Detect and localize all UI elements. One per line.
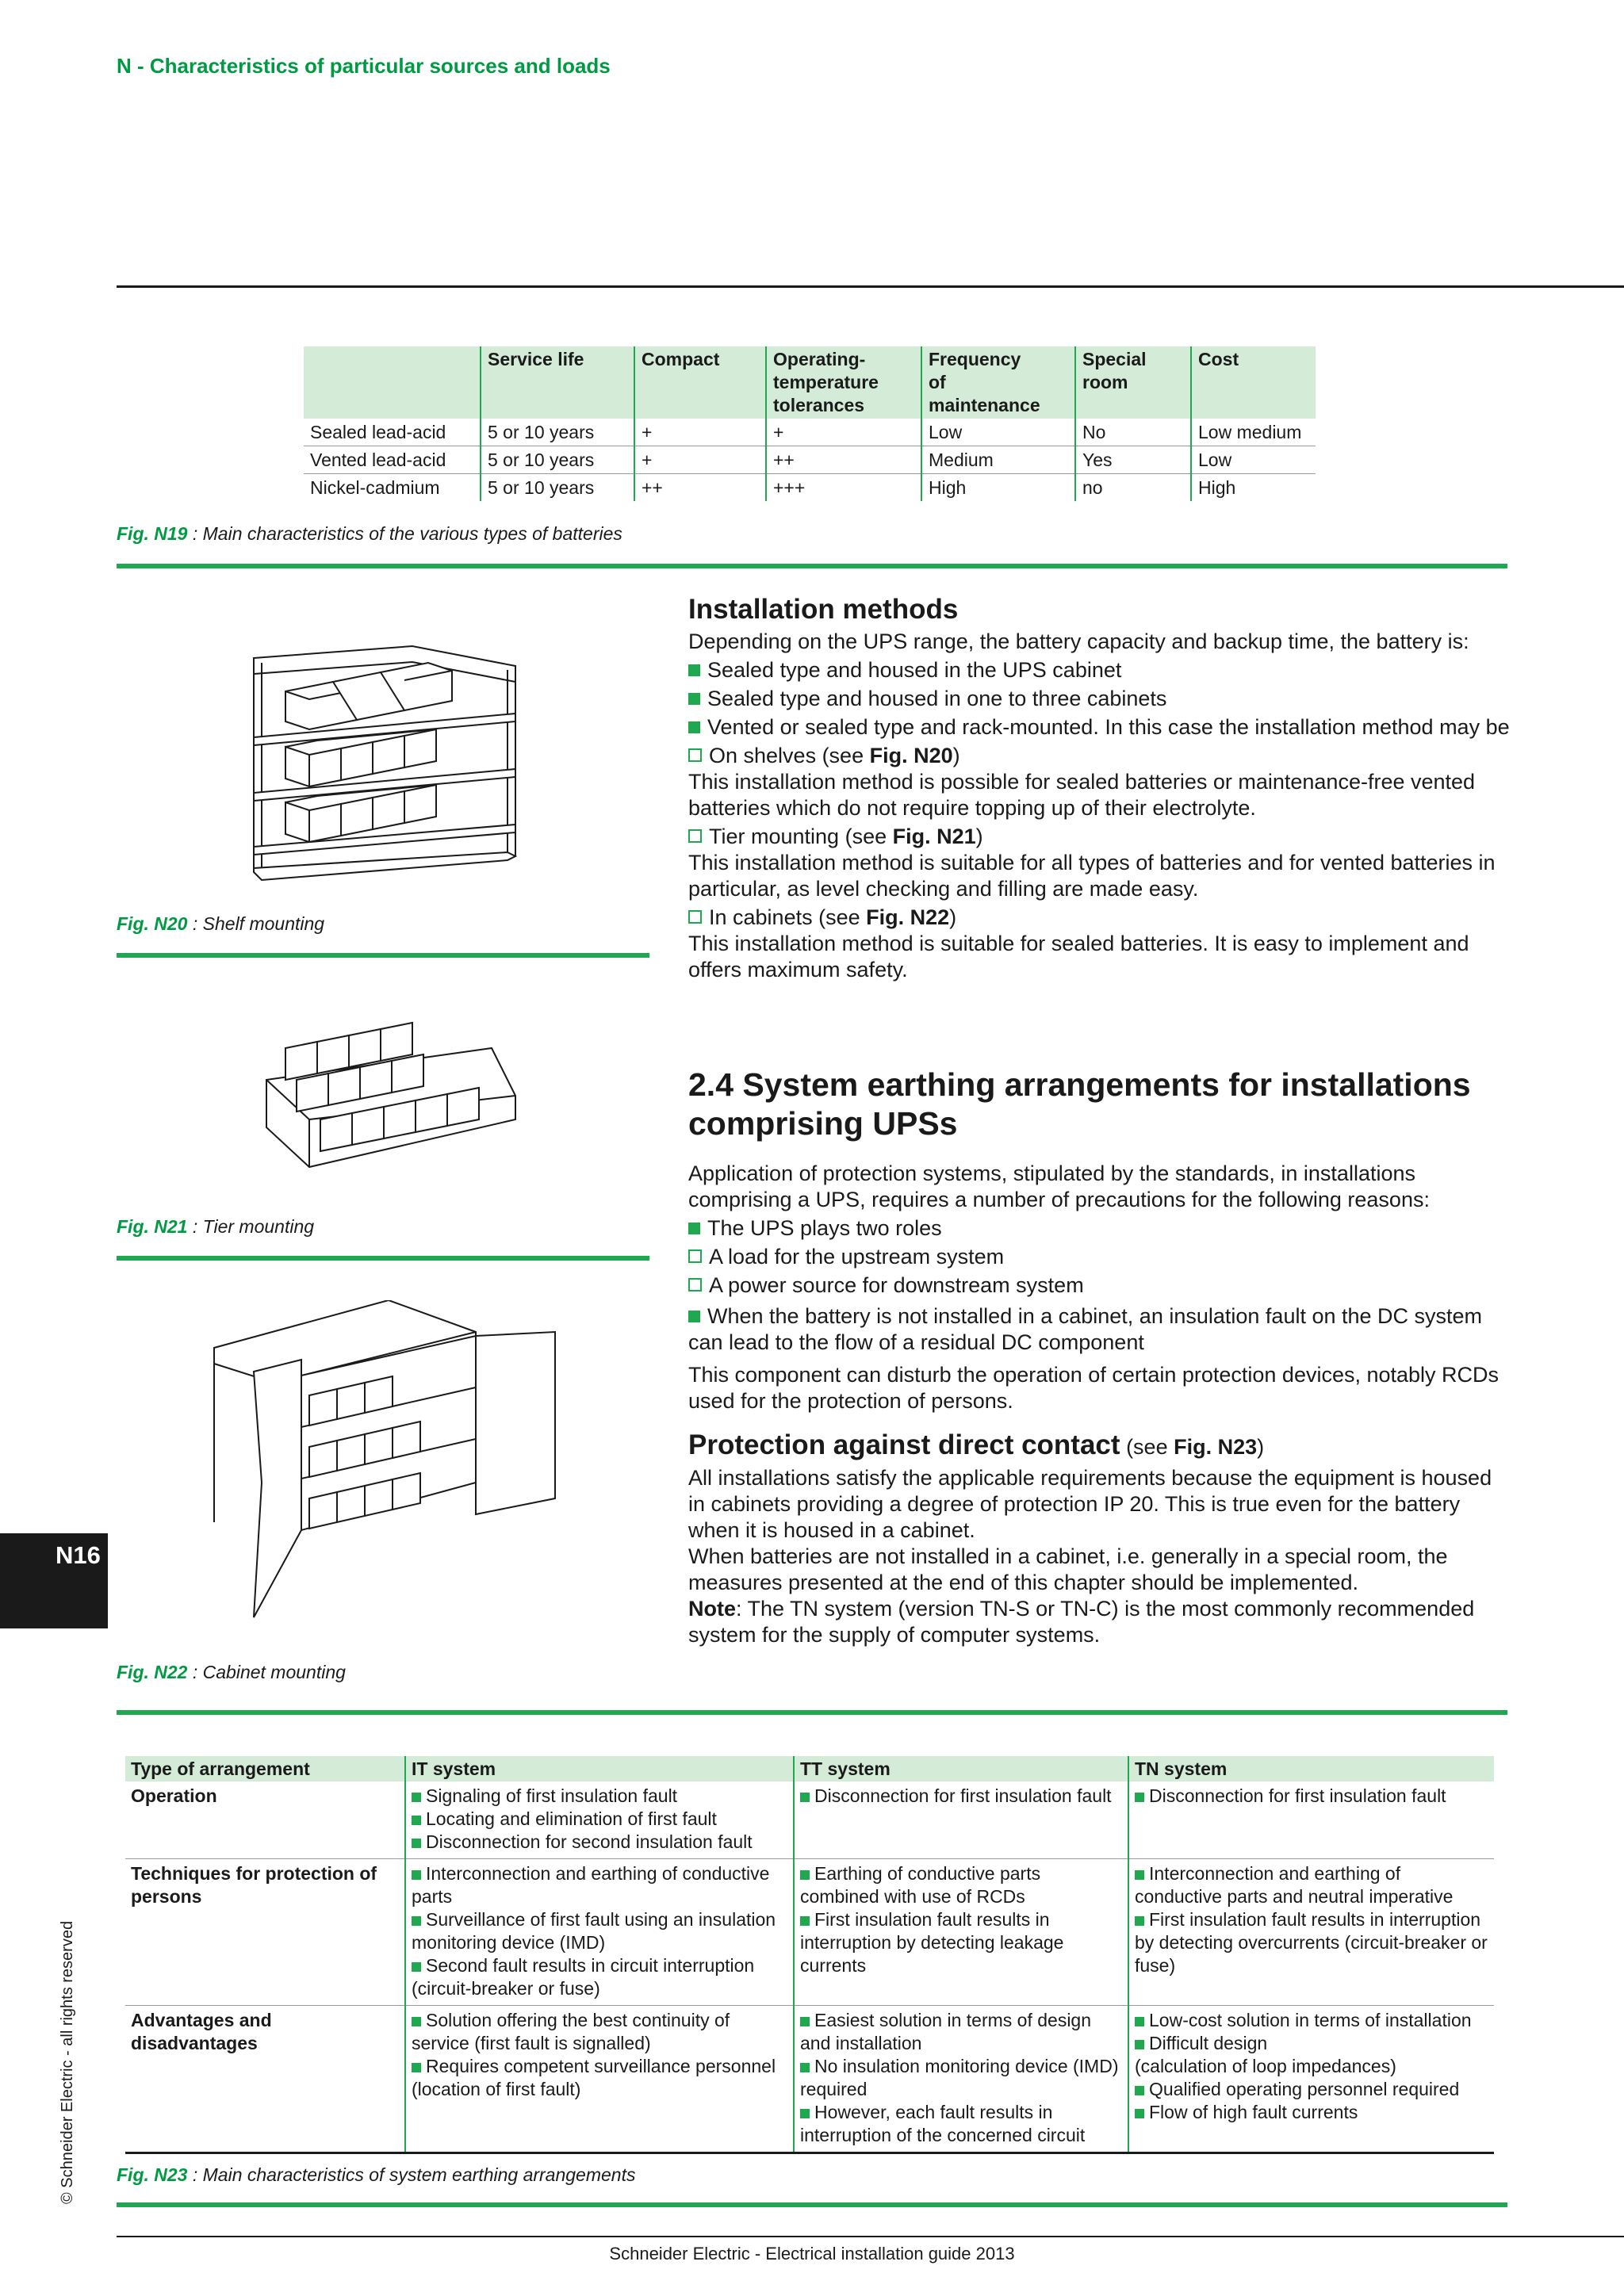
- bullet-hollow-square-icon: [688, 829, 702, 843]
- bullet-square-icon: [1135, 2109, 1144, 2118]
- table-cell: Yes: [1075, 446, 1191, 474]
- paragraph: This installation method is suitable for sealed batteries. It is easy to implement and offers maximum safety.: [688, 932, 1469, 982]
- table-cell: 5 or 10 years: [481, 419, 634, 446]
- table-cell: [794, 1859, 1128, 2006]
- table-cell: [1128, 2006, 1494, 2153]
- bullet-square-icon: [800, 1870, 810, 1880]
- protection-heading: Protection against direct contact (see Fig. N23): [688, 1429, 1265, 1460]
- table-cell: ++: [766, 446, 921, 474]
- bullet-square-icon: [1135, 1793, 1144, 1802]
- bullet-square-icon: [800, 2017, 810, 2026]
- bullet-square-icon: [1135, 2086, 1144, 2095]
- table-cell: +: [634, 446, 766, 474]
- table-row: [125, 2006, 1494, 2153]
- table-header-cell: Cost: [1191, 346, 1316, 419]
- installation-intro: Depending on the UPS range, the battery capacity and backup time, the battery is:: [688, 629, 1469, 653]
- bullet-square-icon: [688, 693, 700, 705]
- section-2-4: [688, 1066, 1513, 1648]
- list-item: Disconnection for first insulation fault: [1135, 1785, 1488, 1808]
- bullet-square-icon: [412, 1962, 421, 1972]
- list-item: Interconnection and earthing of conductive parts and neutral imperative: [1135, 1863, 1454, 1907]
- bullet-square-icon: [800, 2063, 810, 2072]
- table-row: [125, 1859, 1494, 2006]
- table-header-cell: TN system: [1128, 1756, 1494, 1781]
- table-header-cell: Special room: [1075, 346, 1191, 419]
- section-divider: [117, 1256, 649, 1261]
- table-cell: [794, 1781, 1128, 1859]
- list-item: When the battery is not installed in a cabinet, an insulation fault on the DC system can lead to the flow of a residual DC component: [688, 1304, 1483, 1354]
- table-header-cell: Compact: [634, 346, 766, 419]
- earthing-arrangements-table: [125, 1756, 1494, 2154]
- list-item: Low-cost solution in terms of installation: [1135, 2009, 1488, 2032]
- figure-caption-n23: Fig. N23 : Main characteristics of system earthing arrangements: [117, 2164, 636, 2185]
- bullet-hollow-square-icon: [688, 1278, 702, 1292]
- list-item: In cabinets (see Fig. N22): [688, 905, 1513, 931]
- section-2-4-heading: 2.4 System earthing arrangements for installations comprising UPSs: [688, 1066, 1471, 1142]
- list-item: On shelves (see Fig. N20): [688, 743, 1513, 769]
- header-rule: [117, 285, 1624, 288]
- table-cell: Sealed lead-acid: [304, 419, 481, 446]
- bullet-square-icon: [412, 2063, 421, 2072]
- list-item: Sealed type and housed in one to three cabinets: [688, 686, 1513, 712]
- table-header-cell: TT system: [794, 1756, 1128, 1781]
- list-item: Solution offering the best continuity of service (first fault is signalled): [412, 2010, 730, 2053]
- installation-methods-section: [688, 596, 1513, 983]
- list-item: Flow of high fault currents: [1135, 2101, 1488, 2124]
- table-header-row: [125, 1756, 1494, 1781]
- list-item: A load for the upstream system: [688, 1244, 1513, 1270]
- table-cell: High: [1191, 474, 1316, 502]
- bullet-square-icon: [688, 721, 700, 733]
- section-header: N - Characteristics of particular sources and loads: [117, 54, 611, 78]
- table-cell: 5 or 10 years: [481, 446, 634, 474]
- list-item: Requires competent surveillance personnel (location of first fault): [412, 2056, 776, 2099]
- table-cell: Vented lead-acid: [304, 446, 481, 474]
- table-cell: 5 or 10 years: [481, 474, 634, 502]
- table-row: [125, 1781, 1494, 1859]
- table-header-cell: Operating- temperature tolerances: [766, 346, 921, 419]
- section-divider: [117, 953, 649, 958]
- list-item: Earthing of conductive parts combined with use of RCDs: [800, 1863, 1041, 1907]
- bullet-square-icon: [412, 1839, 421, 1848]
- cabinet-mounting-illustration: [206, 1300, 563, 1633]
- table-cell: Medium: [921, 446, 1075, 474]
- table-row-header: Techniques for protection of persons: [125, 1859, 405, 2006]
- table-cell: Low medium: [1191, 419, 1316, 446]
- bullet-hollow-square-icon: [688, 1249, 702, 1263]
- list-item: Easiest solution in terms of design and installation: [800, 2010, 1092, 2053]
- list-item: First insulation fault results in interruption by detecting leakage currents: [800, 1909, 1064, 1976]
- table-row: [304, 474, 1316, 502]
- footer-rule: [117, 2236, 1624, 2237]
- list-item: Interconnection and earthing of conductive parts: [412, 1863, 770, 1907]
- bullet-square-icon: [412, 1870, 421, 1880]
- list-item: However, each fault results in interruption of the concerned circuit: [800, 2102, 1086, 2145]
- page-footer: Schneider Electric - Electrical installation guide 2013: [609, 2244, 1015, 2263]
- shelf-mounting-illustration: [238, 634, 531, 896]
- table-cell: No: [1075, 419, 1191, 446]
- copyright-notice: © Schneider Electric - all rights reserved: [59, 1920, 76, 2204]
- bullet-square-icon: [800, 1916, 810, 1926]
- table-header-cell: Frequency of maintenance: [921, 346, 1075, 419]
- table-cell: Low: [1191, 446, 1316, 474]
- table-cell: [1128, 1781, 1494, 1859]
- section-divider: [117, 2202, 1507, 2207]
- table-header-cell: [304, 346, 481, 419]
- list-item: First insulation fault results in interruption by detecting overcurrents (circuit-breaker or fuse): [1135, 1909, 1488, 1976]
- list-item: Locating and elimination of first fault: [412, 1808, 787, 1831]
- table-header-cell: Type of arrangement: [125, 1756, 405, 1781]
- table-cell: Nickel-cadmium: [310, 477, 440, 498]
- table-row-header: Operation: [125, 1781, 405, 1859]
- list-item: Sealed type and housed in the UPS cabinet: [688, 657, 1513, 683]
- table-header-cell: IT system: [405, 1756, 794, 1781]
- paragraph: This component can disturb the operation of certain protection devices, notably RCDs used for the protection of persons.: [688, 1363, 1500, 1413]
- bullet-hollow-square-icon: [688, 748, 702, 762]
- list-item: Qualified operating personnel required: [1135, 2078, 1488, 2101]
- installation-methods-heading: Installation methods: [688, 594, 959, 625]
- paragraph: All installations satisfy the applicable requirements because the equipment is housed in cabinets providing a degree of protection IP 20. This is true even for the battery when it is housed in a cabinet.: [688, 1466, 1492, 1542]
- table-cell: [405, 1859, 794, 2006]
- bullet-hollow-square-icon: [688, 910, 702, 924]
- table-cell: +++: [766, 474, 921, 502]
- paragraph: Application of protection systems, stipulated by the standards, in installations comprising a UPS, requires a number of precautions for the following reasons:: [688, 1161, 1430, 1211]
- bullet-square-icon: [800, 1793, 810, 1802]
- bullet-square-icon: [412, 1916, 421, 1926]
- bullet-square-icon: [1135, 1870, 1144, 1880]
- section-divider: [117, 1710, 1507, 1715]
- table-row: [304, 419, 1316, 446]
- page-number-tab: N16: [0, 1533, 108, 1628]
- table-cell: +: [634, 419, 766, 446]
- bullet-square-icon: [1135, 2017, 1144, 2026]
- table-header-cell: Service life: [481, 346, 634, 419]
- list-item: Disconnection for second insulation fault: [412, 1831, 787, 1854]
- table-header-row: [304, 346, 1316, 419]
- paragraph: This installation method is possible for sealed batteries or maintenance-free vented batteries which do not require topping up of their electrolyte.: [688, 770, 1476, 820]
- bullet-square-icon: [412, 2017, 421, 2026]
- figure-caption-n21: Fig. N21 : Tier mounting: [117, 1216, 315, 1237]
- bullet-square-icon: [1135, 2040, 1144, 2049]
- section-divider: [117, 564, 1507, 568]
- list-item: Second fault results in circuit interruption (circuit-breaker or fuse): [412, 1955, 755, 1999]
- list-item: A power source for downstream system: [688, 1272, 1513, 1299]
- figure-caption-n19: Fig. N19 : Main characteristics of the various types of batteries: [117, 523, 622, 544]
- note: Note: The TN system (version TN-S or TN-C) is the most commonly recommended system for the supply of computer systems.: [688, 1597, 1475, 1647]
- battery-characteristics-table: [304, 346, 1316, 501]
- bullet-square-icon: [688, 664, 700, 676]
- table-cell: [794, 2006, 1128, 2153]
- table-cell: no: [1075, 474, 1191, 502]
- paragraph: When batteries are not installed in a cabinet, i.e. generally in a special room, the measures presented at the end of this chapter should be implemented.: [688, 1544, 1448, 1594]
- figure-caption-n22: Fig. N22 : Cabinet mounting: [117, 1662, 346, 1682]
- table-cell: [1128, 1859, 1494, 2006]
- table-cell: High: [921, 474, 1075, 502]
- paragraph: This installation method is suitable for all types of batteries and for vented batteries in particular, as level checking and filling are made easy.: [688, 851, 1496, 901]
- table-cell: [405, 2006, 794, 2153]
- bullet-square-icon: [412, 1793, 421, 1802]
- table-cell: +: [766, 419, 921, 446]
- figure-caption-n20: Fig. N20 : Shelf mounting: [117, 913, 325, 934]
- table-cell: Low: [921, 419, 1075, 446]
- list-item: Disconnection for first insulation fault: [800, 1785, 1122, 1808]
- list-item: Tier mounting (see Fig. N21): [688, 824, 1513, 850]
- table-cell: ++: [634, 474, 766, 502]
- bullet-square-icon: [800, 2109, 810, 2118]
- list-item: No insulation monitoring device (IMD) required: [800, 2056, 1119, 2099]
- table-row-header: Advantages and disadvantages: [125, 2006, 405, 2153]
- list-item: Surveillance of first fault using an insulation monitoring device (IMD): [412, 1909, 776, 1953]
- table-cell: [405, 1781, 794, 1859]
- bullet-square-icon: [688, 1223, 700, 1234]
- list-item: Difficult design (calculation of loop impedances): [1135, 2033, 1396, 2076]
- bullet-square-icon: [412, 1816, 421, 1825]
- tier-mounting-illustration: [262, 1001, 523, 1175]
- table-row: [304, 446, 1316, 474]
- list-item: Signaling of first insulation fault: [412, 1785, 787, 1808]
- bullet-square-icon: [688, 1311, 700, 1322]
- list-item: Vented or sealed type and rack-mounted. In this case the installation method may be: [688, 714, 1513, 740]
- list-item: The UPS plays two roles: [688, 1215, 1513, 1242]
- bullet-square-icon: [1135, 1916, 1144, 1926]
